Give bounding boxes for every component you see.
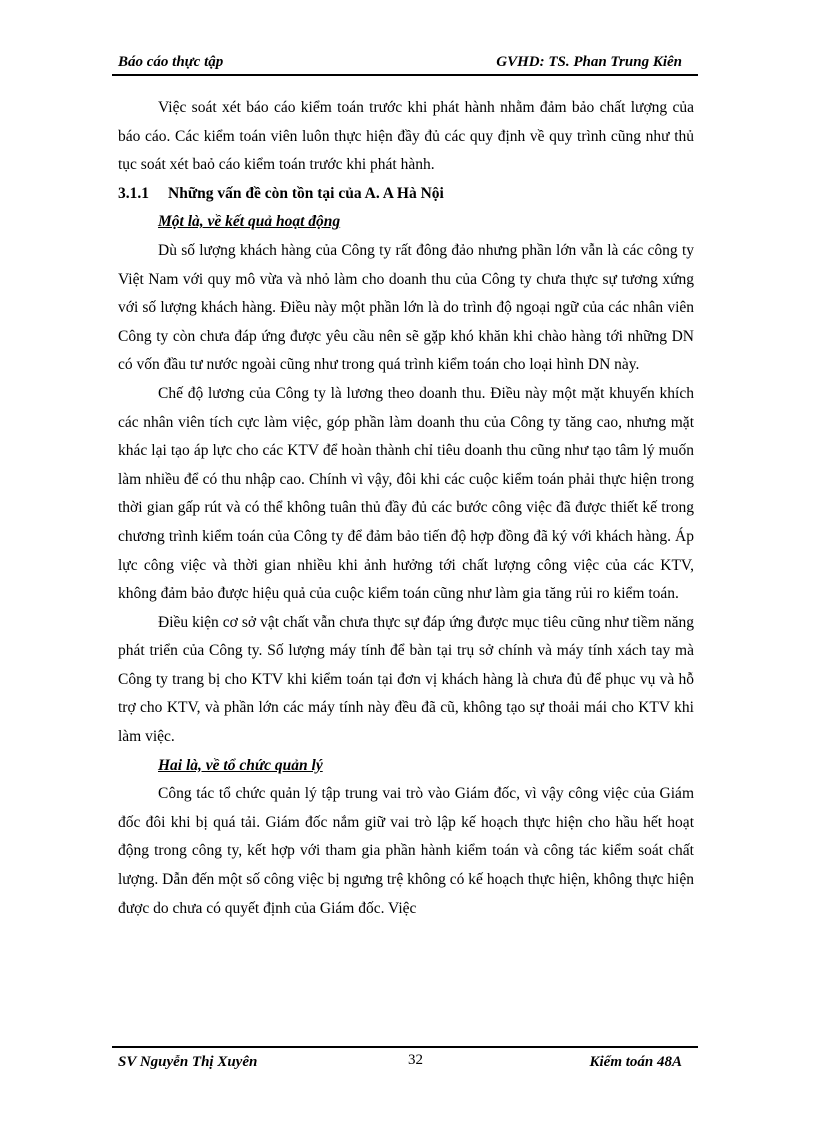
page-content (118, 94, 694, 923)
paragraph-customers: Dù số lượng khách hàng của Công ty rất đông đảo nhưng phần lớn vẫn là các công ty Việt Nam với quy mô vừa và nhỏ làm cho doanh thu của Công ty chưa thực sự tương xứng với số lượng khách hàng. Điều này một phần lớn là do trình độ ngoại ngữ của các nhân viên Công ty còn chưa đáp ứng được yêu cầu nên sẽ gặp khó khăn khi chào hàng tới những DN có vốn đầu tư nước ngoài cũng như trong quá trình kiểm toán cho loại hình DN này. (118, 241, 694, 374)
page-number: 32 (408, 1052, 423, 1068)
section-heading (118, 180, 694, 209)
footer-class: Kiểm toán 48A (589, 1054, 682, 1070)
paragraph-review: Việc soát xét báo cáo kiểm toán trước khi phát hành nhằm đảm bảo chất lượng của báo cáo. Các kiểm toán viên luôn thực hiện đầy đủ các quy định về quy trình cũng như thủ tục soát xét baỏ cáo kiểm toán trước khi phát hành. (118, 99, 694, 174)
header-supervisor: GVHD: TS. Phan Trung Kiên (496, 54, 682, 70)
section-number: 3.1.1 (118, 184, 149, 202)
subheading-results: Một là, về kết quả hoạt động (158, 213, 341, 231)
paragraph-management: Công tác tổ chức quản lý tập trung vai trò vào Giám đốc, vì vậy công việc của Giám đốc đôi khi bị quá tải. Giám đốc nắm giữ vai trò lập kế hoạch thực hiện cho hầu hết hoạt động trong công ty, kết hợp với tham gia phần hành kiểm toán và công tác kiểm soát chất lượng. Dẫn đến một số công việc bị ngưng trệ không có kế hoạch thực hiện, không thực hiện được do chưa có quyết định của Giám đốc. Việc (118, 785, 694, 917)
section-title: Những vấn đề còn tồn tại của A. A Hà Nội (168, 184, 444, 202)
page-footer (112, 1046, 698, 1074)
paragraph-facilities: Điều kiện cơ sở vật chất vẫn chưa thực sự đáp ứng được mục tiêu cũng như tiềm năng phát triển của Công ty. Số lượng máy tính để bàn tại trụ sở chính và máy tính xách tay mà Công ty trang bị cho KTV khi kiểm toán tại đơn vị khách hàng là chưa đủ để phục vụ và hỗ trợ cho KTV, và phần lớn các máy tính này đều đã cũ, không tạo sự thoải mái cho KTV khi làm việc. (118, 613, 694, 746)
header-report-title: Báo cáo thực tập (118, 54, 224, 70)
paragraph-salary: Chế độ lương của Công ty là lương theo doanh thu. Điều này một mặt khuyến khích các nhân viên tích cực làm việc, góp phần làm doanh thu của Công ty tăng cao, nhưng mặt khác lại tạo áp lực cho các KTV để hoàn thành chỉ tiêu doanh thu cũng như tạo tâm lý muốn làm nhiều để có thu nhập cao. Chính vì vậy, đôi khi các cuộc kiểm toán phải thực hiện trong thời gian gấp rút và có thể không tuân thủ đầy đủ các bước công việc đã được thiết kế trong chương trình kiểm toán của Công ty để đảm bảo tiến độ hợp đồng đã ký với khách hàng. Áp lực công việc và thời gian nhiều khi ảnh hưởng tới chất lượng công việc của các KTV, không đảm bảo được hiệu quả của cuộc kiểm toán cũng như làm gia tăng rủi ro kiểm toán. (118, 384, 694, 603)
subheading-management: Hai là, về tổ chức quản lý (158, 756, 323, 774)
page-header (112, 52, 698, 76)
footer-student: SV Nguyễn Thị Xuyên (118, 1054, 258, 1070)
